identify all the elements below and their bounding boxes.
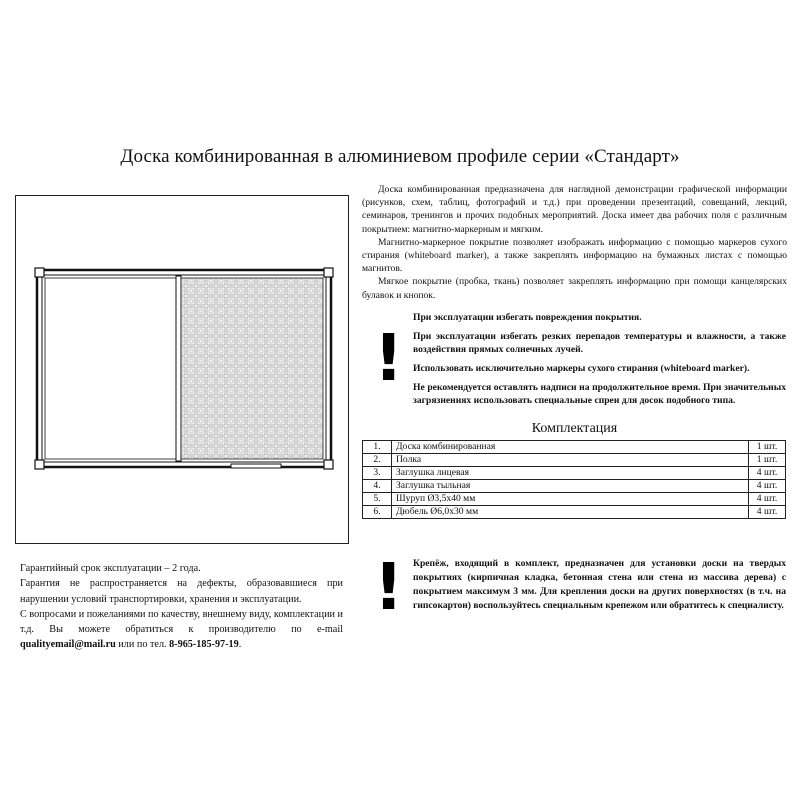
table-row <box>363 467 786 480</box>
exclamation-icon: ! <box>374 322 404 396</box>
item-qty: 1 шт. <box>749 441 786 454</box>
description-paragraph: Мягкое покрытие (пробка, ткань) позволяет закреплять информацию при помощи канцелярских булавок и кнопок. <box>362 276 787 301</box>
marker-tray <box>231 464 281 468</box>
contact-email: qualityemail@mail.ru <box>20 639 116 651</box>
item-qty: 4 шт. <box>749 493 786 506</box>
mounting-text: Крепёж, входящий в комплект, предназначен для установки доски на твердых покрытиях (кирпичная кладка, бетонная стена или стена из массива дерева) с покрытием максимум 3 мм. Для крепления доски на других поверхностях (в т.ч. на гипсокартон) воспользуйтесь специальным крепежом или обратитесь к специалисту. <box>413 558 786 611</box>
item-name: Заглушка лицевая <box>392 467 749 480</box>
corner-cap <box>35 460 44 469</box>
table-row <box>363 480 786 493</box>
item-qty: 4 шт. <box>749 480 786 493</box>
row-number: 3. <box>363 467 392 480</box>
item-name: Шуруп Ø3,5х40 мм <box>392 493 749 506</box>
item-qty: 4 шт. <box>749 506 786 519</box>
combination-board-illustration <box>16 196 350 545</box>
divider-profile <box>176 276 181 461</box>
row-number: 4. <box>363 480 392 493</box>
item-name: Доска комбинированная <box>392 441 749 454</box>
contact-text: С вопросами и пожеланиями по качеству, внешнему виду, комплектации и т.д. Вы можете обратиться к производителю по e-mail <box>20 608 343 636</box>
board-drawing <box>15 195 349 544</box>
item-name: Дюбель Ø6,0х30 мм <box>392 506 749 519</box>
kit-table <box>362 440 786 519</box>
warranty-exclusions: Гарантия не распространяется на дефекты, образовавшиеся при нарушении условий транспортировки, хранения и эксплуатации. <box>20 578 343 605</box>
whiteboard-field <box>45 278 176 459</box>
table-row <box>363 506 786 519</box>
warranty-term: Гарантийный срок эксплуатации – 2 года. <box>20 563 201 574</box>
warning-item: При эксплуатации избегать резких перепадов температуры и влажности, а также воздействия прямых солнечных лучей. <box>413 331 786 355</box>
description-paragraph: Магнитно-маркерное покрытие позволяет изображать информацию с помощью маркеров сухого стирания (whiteboard marker), а также закреплять информацию на бумажных листах с помощью магнитов. <box>362 236 787 275</box>
table-row <box>363 441 786 454</box>
kit-title: Комплектация <box>531 421 618 436</box>
contact-info <box>20 607 343 653</box>
phone-prefix: или по тел. <box>115 639 170 651</box>
warning-item: Не рекомендуется оставлять надписи на продолжительное время. При значительных загрязнениях использовать специальные спреи для досок подобного типа. <box>413 382 786 406</box>
table-row <box>363 493 786 506</box>
description <box>362 183 787 302</box>
corner-cap <box>324 460 333 469</box>
corner-cap <box>35 268 44 277</box>
sentence-end: . <box>238 639 242 651</box>
exclamation-icon: ! <box>374 551 404 625</box>
soft-field <box>181 278 323 459</box>
warnings-list <box>413 311 786 413</box>
contact-phone: 8-965-185-97-19 <box>169 639 239 651</box>
row-number: 5. <box>363 493 392 506</box>
warning-item: При эксплуатации избегать повреждения покрытия. <box>413 312 642 323</box>
warranty-info <box>20 561 343 653</box>
description-paragraph: Доска комбинированная предназначена для наглядной демонстрации графической информации (рисунков, схем, таблиц, фотографий и т.д.) при проведении презентаций, совещаний, лекций, семинаров, тренингов и прочих подобных мероприятий. Доска имеет два рабочих поля с различным покрытием: магнитно-маркерным и мягким. <box>362 184 787 235</box>
row-number: 2. <box>363 454 392 467</box>
row-number: 1. <box>363 441 392 454</box>
item-qty: 4 шт. <box>749 467 786 480</box>
page-title: Доска комбинированная в алюминиевом профиле серии «Стандарт» <box>120 146 680 167</box>
item-name: Заглушка тыльная <box>392 480 749 493</box>
item-name: Полка <box>392 454 749 467</box>
table-row <box>363 454 786 467</box>
row-number: 6. <box>363 506 392 519</box>
mounting-note <box>413 557 786 613</box>
corner-cap <box>324 268 333 277</box>
warning-item: Использовать исключительно маркеры сухого стирания (whiteboard marker). <box>413 363 750 374</box>
item-qty: 1 шт. <box>749 454 786 467</box>
